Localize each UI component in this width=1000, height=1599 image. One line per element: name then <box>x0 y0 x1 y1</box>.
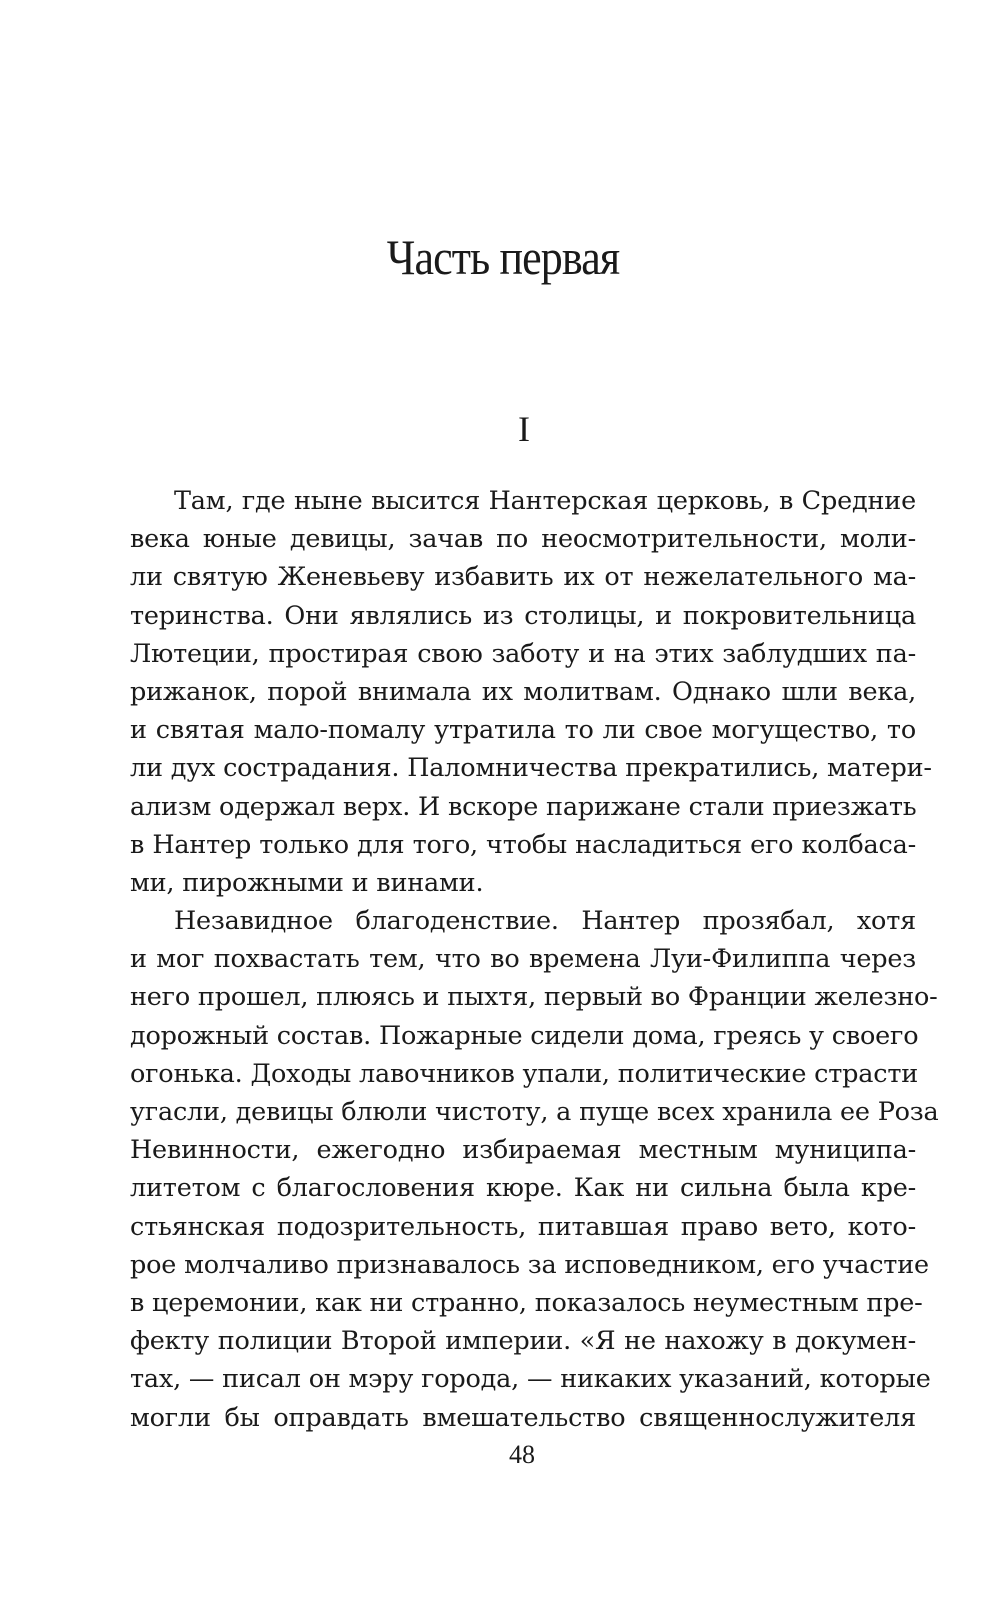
text-line: века юные девицы, зачав по неосмотрительности, моли- <box>130 524 916 555</box>
text-line: огонька. Доходы лавочников упали, политические страсти <box>130 1058 919 1089</box>
text-line: тах, — писал он мэру города, — никаких указаний, которые <box>130 1364 931 1395</box>
text-line: литетом с благословения кюре. Как ни сильна была кре- <box>130 1173 916 1204</box>
text-line: Невинности, ежегодно избираемая местным муниципа- <box>130 1135 916 1166</box>
text-line: него прошел, плюясь и пыхтя, первый во Франции железно- <box>130 982 938 1013</box>
text-line: Незавидное благоденствие. Нантер прозябал, хотя <box>174 906 916 937</box>
text-line: ми, пирожными и винами. <box>130 867 484 898</box>
text-line: в церемонии, как ни странно, показалось неуместным пре- <box>130 1287 923 1318</box>
part-title: Часть первая <box>386 229 620 285</box>
text-line: стьянская подозрительность, питавшая право вето, кото- <box>130 1211 916 1242</box>
text-line: ли дух сострадания. Паломничества прекратились, матери- <box>130 753 932 784</box>
text-line: Лютеции, простирая свою заботу и на этих заблудших па- <box>130 638 916 669</box>
paragraph <box>130 482 932 902</box>
text-line: рижанок, порой внимала их молитвам. Однако шли века, <box>130 676 916 707</box>
page-number: 48 <box>509 1440 535 1469</box>
text-line: ли святую Женевьеву избавить их от нежелательного ма- <box>130 562 916 593</box>
text-line: фекту полиции Второй империи. «Я не нахожу в докумен- <box>130 1326 916 1357</box>
text-line: и святая мало-помалу утратила то ли свое могущество, то <box>130 715 916 746</box>
text-line: и мог похвастать тем, что во времена Луи-Филиппа через <box>130 944 916 975</box>
body-text <box>130 482 939 1437</box>
text-line: Там, где ныне высится Нантерская церковь, в Средние <box>174 486 916 516</box>
text-line: угасли, девицы блюли чистоту, а пуще всех хранила ее Роза <box>130 1097 939 1127</box>
text-line: ализм одержал верх. И вскоре парижане стали приезжать <box>130 791 917 822</box>
text-line: в Нантер только для того, чтобы насладиться его колбаса- <box>130 829 916 860</box>
text-line: рое молчаливо признавалось за исповедником, его участие <box>130 1249 929 1280</box>
paragraph <box>130 902 939 1437</box>
text-line: теринства. Они являлись из столицы, и покровительница <box>130 600 916 631</box>
text-line: могли бы оправдать вмешательство священнослужителя <box>130 1402 916 1433</box>
text-line: дорожный состав. Пожарные сидели дома, греясь у своего <box>130 1020 919 1051</box>
chapter-number: I <box>518 409 530 449</box>
